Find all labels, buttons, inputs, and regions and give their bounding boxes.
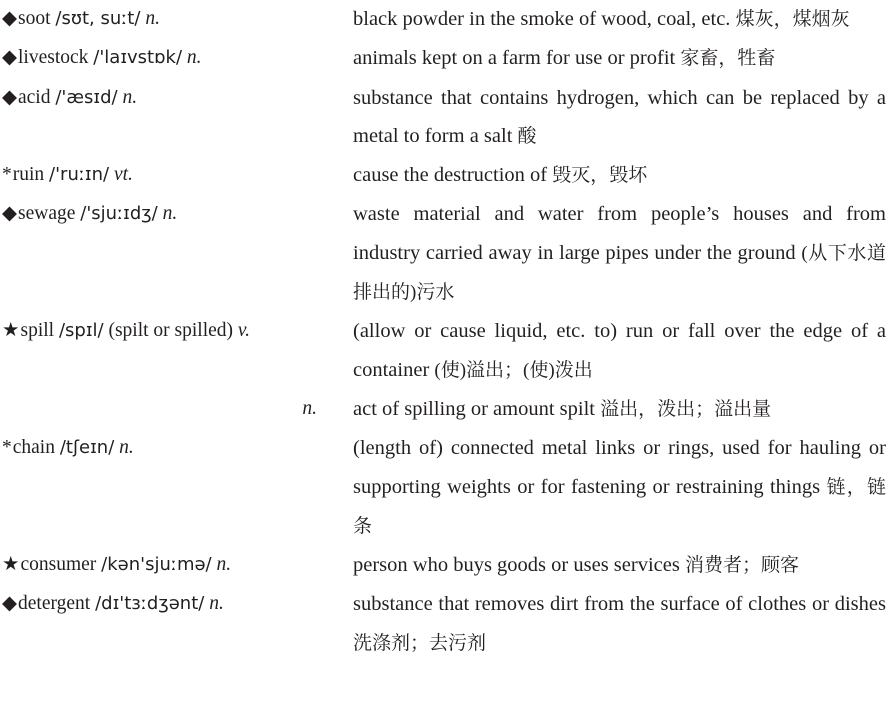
definition [353, 195, 886, 312]
definition-en: act of spilling or amount spilt [353, 397, 601, 420]
definition [353, 429, 886, 546]
entry-mark: ★ [2, 554, 20, 576]
pronunciation: /sʊt, suːt/ [55, 8, 141, 29]
entry-mark: * [2, 164, 12, 186]
definition-zh: 溢出，泼出；溢出量 [600, 398, 772, 420]
headword [2, 195, 353, 233]
entry-chain [2, 429, 886, 546]
definition-en: substance that removes dirt from the surface of clothes or dishes [353, 593, 886, 616]
definition-zh: 洗涤剂；去污剂 [353, 632, 487, 654]
definition-en: waste material and water from people’s houses and from industry carried away in large pipes under the ground [353, 203, 886, 264]
entry-mark: ◆ [2, 8, 17, 29]
definition [353, 390, 886, 429]
definition-zh: 酸 [517, 125, 537, 147]
headword [2, 312, 353, 350]
entry-mark: ◆ [2, 47, 17, 69]
definition [353, 0, 886, 39]
definition-en: (length of) connected metal links or rings, used for hauling or supporting weights or for fastening or restraining things [353, 437, 886, 498]
definition-en: substance that contains hydrogen, which can be replaced by a metal to form a salt [353, 86, 886, 147]
pronunciation: /tʃeɪn/ [59, 437, 115, 459]
definition-en: (allow or cause liquid, etc. to) run or fall over the edge of a container [353, 320, 886, 381]
headword [2, 39, 353, 77]
definition-zh: (使)溢出；(使)泼出 [434, 359, 593, 381]
definition [353, 546, 886, 585]
definition-zh: (从下水道排出的)污水 [353, 242, 887, 304]
entry-livestock [2, 39, 886, 78]
entry-ruin [2, 156, 886, 195]
entry-mark: ◆ [2, 86, 17, 108]
part-of-speech: vt. [113, 164, 133, 186]
word: soot [18, 8, 51, 29]
definition-zh: 毁灭，毁坏 [552, 165, 648, 187]
definition-en: person who buys goods or uses services [353, 554, 685, 577]
headword [2, 390, 353, 428]
part-of-speech: n. [162, 203, 178, 225]
headword [2, 156, 353, 194]
part-of-speech: n. [216, 554, 232, 576]
word: ruin [12, 164, 45, 186]
part-of-speech: n. [186, 47, 202, 69]
entry-detergent [2, 585, 886, 663]
entry-consumer [2, 546, 886, 585]
entry-sewage [2, 195, 886, 312]
headword [2, 585, 353, 623]
word: chain [12, 437, 55, 459]
word: sewage [18, 203, 76, 225]
word: detergent [18, 593, 91, 615]
headword [2, 0, 353, 38]
definition-zh: 煤灰，煤烟灰 [735, 9, 850, 30]
word: acid [18, 86, 51, 108]
definition-en: animals kept on a farm for use or profit [353, 47, 681, 70]
definition-zh: 链，链条 [353, 476, 886, 537]
entry-soot [2, 0, 886, 39]
entry-spill [2, 312, 886, 390]
word: livestock [18, 47, 89, 69]
part-of-speech: v. [237, 320, 250, 342]
pronunciation: /'laɪvstɒk/ [93, 47, 183, 69]
headword [2, 429, 353, 467]
pronunciation: /'æsɪd/ [55, 86, 118, 108]
inflection-note: (spilt or spilled) [108, 320, 234, 342]
part-of-speech: n. [122, 86, 138, 108]
definition [353, 585, 886, 663]
headword [2, 546, 353, 584]
definition [353, 156, 886, 195]
word: consumer [20, 554, 97, 576]
definition-zh: 消费者；顾客 [684, 555, 799, 577]
definition-en: cause the destruction of [353, 164, 553, 187]
pronunciation: /kən'sjuːmə/ [101, 554, 212, 576]
entry-mark: ◆ [2, 593, 17, 615]
headword [2, 79, 353, 117]
entry-mark: ◆ [2, 203, 17, 225]
entry-mark: * [2, 437, 12, 459]
definition [353, 39, 886, 78]
part-of-speech: n. [119, 437, 134, 459]
entry-spill-noun [2, 390, 886, 429]
definition [353, 79, 886, 157]
part-of-speech: n. [302, 397, 317, 419]
entry-mark: ★ [2, 320, 20, 342]
pronunciation: /'ruːɪn/ [49, 164, 110, 186]
definition [353, 312, 886, 390]
pronunciation: /spɪl/ [58, 320, 104, 342]
part-of-speech: n. [209, 593, 224, 615]
word: spill [20, 320, 55, 342]
part-of-speech: n. [145, 8, 160, 29]
vocabulary-list [2, 0, 886, 663]
pronunciation: /'sjuːɪdʒ/ [80, 203, 158, 225]
definition-zh: 家畜，牲畜 [680, 48, 776, 70]
entry-acid [2, 79, 886, 157]
definition-en: black powder in the smoke of wood, coal, etc. [353, 8, 736, 30]
pronunciation: /dɪ'tɜːdʒənt/ [95, 593, 205, 615]
